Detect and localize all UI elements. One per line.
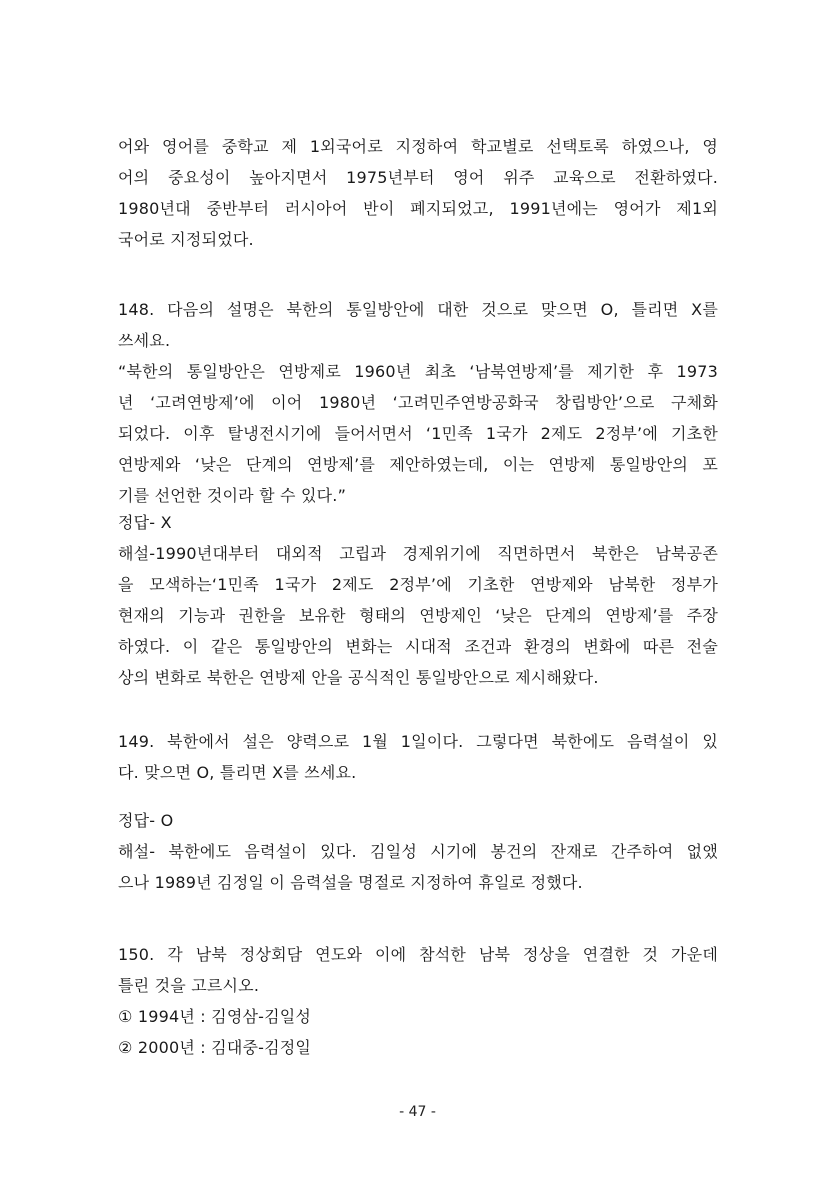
quote-line: 년 ‘고려연방제’에 이어 1980년 ‘고려민주연방공화국 창립방안’으로 구체화: [118, 393, 718, 412]
explanation-line: 하였다. 이 같은 통일방안의 변화는 시대적 조건과 환경의 변화에 따른 전술: [118, 637, 718, 656]
answer-148: [118, 507, 718, 693]
question-text-line: 틀린 것을 고르시오.: [118, 976, 260, 995]
answer-option-1: ① 1994년 : 김영삼-김일성: [118, 1007, 312, 1026]
explanation-line: 으나 1989년 김정일 이 음력설을 명절로 지정하여 휴일로 정했다.: [118, 873, 583, 892]
question-148: [118, 294, 718, 511]
explanation-line: 상의 변화로 북한은 연방제 안을 공식적인 통일방안으로 제시해왔다.: [118, 668, 599, 687]
answer-149: [118, 805, 718, 898]
explanation-line: 을 모색하는‘1민족 1국가 2제도 2정부’에 기초한 연방제와 남북한 정부가: [118, 575, 718, 594]
page-number: - 47 -: [399, 1104, 436, 1120]
intro-paragraph: [118, 131, 718, 255]
quote-line: 기를 선언한 것이라 할 수 있다.”: [118, 486, 347, 505]
question-text-line: 148. 다음의 설명은 북한의 통일방안에 대한 것으로 맞으면 O, 틀리면 X를: [118, 300, 718, 319]
explanation-line: 해설- 북한에도 음력설이 있다. 김일성 시기에 봉건의 잔재로 간주하여 없앴: [118, 842, 718, 861]
intro-line: 국어로 지정되었다.: [118, 230, 254, 249]
question-150: [118, 939, 718, 1063]
question-text-line: 다. 맞으면 O, 틀리면 X를 쓰세요.: [118, 763, 357, 782]
intro-line: 어의 중요성이 높아지면서 1975년부터 영어 위주 교육으로 전환하였다.: [118, 168, 718, 187]
question-text-line: 쓰세요.: [118, 331, 171, 350]
question-149: [118, 726, 718, 788]
explanation-line: 현재의 기능과 권한을 보유한 형태의 연방제인 ‘낮은 단계의 연방제’를 주장: [118, 606, 718, 625]
quote-line: 연방제와 ‘낮은 단계의 연방제’를 제안하였는데, 이는 연방제 통일방안의 포: [118, 455, 718, 474]
answer-option-2: ② 2000년 : 김대중-김정일: [118, 1038, 312, 1057]
quote-line: “북한의 통일방안은 연방제로 1960년 최초 ‘남북연방제’를 제기한 후 1973: [118, 362, 718, 381]
question-text-line: 150. 각 남북 정상회담 연도와 이에 참석한 남북 정상을 연결한 것 가운데: [118, 945, 718, 964]
intro-line: 1980년대 중반부터 러시아어 반이 폐지되었고, 1991년에는 영어가 제1외: [118, 199, 718, 218]
explanation-line: 해설-1990년대부터 대외적 고립과 경제위기에 직면하면서 북한은 남북공존: [118, 544, 718, 563]
answer-label: 정답- O: [118, 811, 174, 830]
intro-line: 어와 영어를 중학교 제 1외국어로 지정하여 학교별로 선택토록 하였으나, 영: [118, 137, 718, 156]
quote-line: 되었다. 이후 탈냉전시기에 들어서면서 ‘1민족 1국가 2제도 2정부’에 기초한: [118, 424, 718, 443]
answer-label: 정답- X: [118, 513, 172, 532]
question-text-line: 149. 북한에서 설은 양력으로 1월 1일이다. 그렇다면 북한에도 음력설이 있: [118, 732, 718, 751]
